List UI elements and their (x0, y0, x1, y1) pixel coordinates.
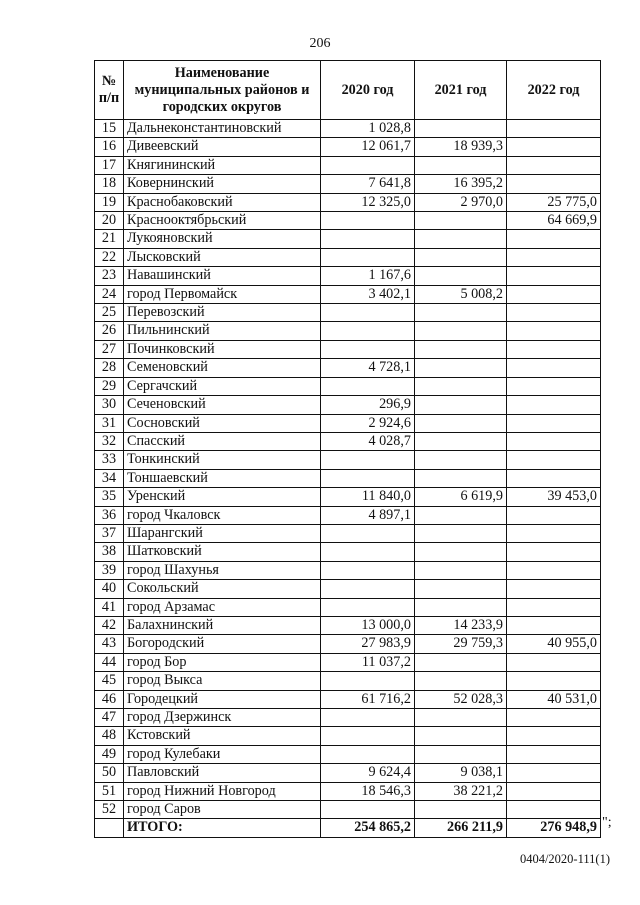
municipality-name: Починковский (124, 340, 321, 358)
municipality-name: Кстовский (124, 727, 321, 745)
value-2020: 11 037,2 (321, 653, 415, 671)
value-2022: 39 453,0 (507, 488, 601, 506)
row-number: 51 (95, 782, 124, 800)
value-2021 (415, 709, 507, 727)
municipality-name: Тонкинский (124, 451, 321, 469)
municipality-name: Спасский (124, 432, 321, 450)
table-row (95, 396, 601, 414)
value-2020: 7 641,8 (321, 175, 415, 193)
value-2020 (321, 304, 415, 322)
value-2020: 1 028,8 (321, 120, 415, 138)
value-2020 (321, 543, 415, 561)
value-2022 (507, 359, 601, 377)
table-row (95, 138, 601, 156)
value-2021 (415, 120, 507, 138)
value-2022 (507, 304, 601, 322)
value-2021 (415, 598, 507, 616)
value-2022 (507, 580, 601, 598)
value-2020: 13 000,0 (321, 616, 415, 634)
row-number: 16 (95, 138, 124, 156)
value-2021 (415, 340, 507, 358)
value-2022 (507, 432, 601, 450)
value-2022 (507, 120, 601, 138)
value-2021: 29 759,3 (415, 635, 507, 653)
value-2022 (507, 414, 601, 432)
table-row (95, 304, 601, 322)
municipality-name: город Первомайск (124, 285, 321, 303)
row-number: 46 (95, 690, 124, 708)
row-number: 47 (95, 709, 124, 727)
municipality-name: Тоншаевский (124, 469, 321, 487)
value-2021 (415, 396, 507, 414)
municipality-name: Краснобаковский (124, 193, 321, 211)
row-number: 23 (95, 267, 124, 285)
value-2020: 11 840,0 (321, 488, 415, 506)
value-2022 (507, 561, 601, 579)
row-number: 34 (95, 469, 124, 487)
value-2021: 16 395,2 (415, 175, 507, 193)
row-number: 30 (95, 396, 124, 414)
value-2022 (507, 285, 601, 303)
table-row (95, 377, 601, 395)
table-row (95, 212, 601, 230)
value-2021 (415, 506, 507, 524)
value-2022 (507, 506, 601, 524)
municipality-name: Дальнеконстантиновский (124, 120, 321, 138)
table-row (95, 451, 601, 469)
value-2021: 6 619,9 (415, 488, 507, 506)
value-2022: 64 669,9 (507, 212, 601, 230)
row-number: 42 (95, 616, 124, 634)
row-number: 36 (95, 506, 124, 524)
row-number: 17 (95, 156, 124, 174)
value-2021 (415, 432, 507, 450)
municipality-name: Сергачский (124, 377, 321, 395)
table-row (95, 340, 601, 358)
row-number: 27 (95, 340, 124, 358)
municipality-name: Городецкий (124, 690, 321, 708)
value-2021 (415, 248, 507, 266)
row-number: 20 (95, 212, 124, 230)
value-2022 (507, 175, 601, 193)
value-2021 (415, 304, 507, 322)
row-number: 44 (95, 653, 124, 671)
table-row (95, 616, 601, 634)
table-row (95, 469, 601, 487)
total-label: ИТОГО: (124, 819, 321, 837)
value-2021: 52 028,3 (415, 690, 507, 708)
table-row (95, 322, 601, 340)
value-2021: 5 008,2 (415, 285, 507, 303)
value-2020 (321, 561, 415, 579)
value-2020 (321, 248, 415, 266)
header-2022: 2022 год (507, 61, 601, 120)
row-number: 33 (95, 451, 124, 469)
table-row (95, 175, 601, 193)
row-number: 31 (95, 414, 124, 432)
table-row (95, 524, 601, 542)
value-2020 (321, 580, 415, 598)
value-2020: 9 624,4 (321, 764, 415, 782)
value-2020: 4 897,1 (321, 506, 415, 524)
row-number: 39 (95, 561, 124, 579)
budget-table (94, 60, 601, 838)
value-2021: 9 038,1 (415, 764, 507, 782)
value-2020 (321, 524, 415, 542)
value-2020: 12 325,0 (321, 193, 415, 211)
municipality-name: Навашинский (124, 267, 321, 285)
row-number: 15 (95, 120, 124, 138)
value-2021 (415, 322, 507, 340)
value-2020 (321, 322, 415, 340)
value-2020: 296,9 (321, 396, 415, 414)
value-2020 (321, 801, 415, 819)
table-row (95, 193, 601, 211)
value-2020: 18 546,3 (321, 782, 415, 800)
row-number: 49 (95, 745, 124, 763)
table-row (95, 248, 601, 266)
municipality-name: Лукояновский (124, 230, 321, 248)
row-number: 21 (95, 230, 124, 248)
value-2020 (321, 598, 415, 616)
value-2020: 12 061,7 (321, 138, 415, 156)
value-2021 (415, 469, 507, 487)
municipality-name: Княгининский (124, 156, 321, 174)
value-2020 (321, 156, 415, 174)
page-number: 206 (309, 36, 331, 51)
value-2022 (507, 396, 601, 414)
value-2022 (507, 267, 601, 285)
table-row (95, 230, 601, 248)
value-2021 (415, 267, 507, 285)
row-number: 18 (95, 175, 124, 193)
municipality-name: Ковернинский (124, 175, 321, 193)
value-2022: 40 531,0 (507, 690, 601, 708)
row-number: 48 (95, 727, 124, 745)
table-row (95, 359, 601, 377)
value-2020 (321, 727, 415, 745)
table-row (95, 801, 601, 819)
total-2022: 276 948,9 (507, 819, 601, 837)
municipality-name: Сокольский (124, 580, 321, 598)
municipality-name: город Нижний Новгород (124, 782, 321, 800)
table-row (95, 580, 601, 598)
table-row (95, 745, 601, 763)
value-2020 (321, 672, 415, 690)
value-2021 (415, 414, 507, 432)
municipality-name: Пильнинский (124, 322, 321, 340)
total-2020: 254 865,2 (321, 819, 415, 837)
value-2021 (415, 524, 507, 542)
table-row (95, 672, 601, 690)
municipality-name: Семеновский (124, 359, 321, 377)
value-2022 (507, 801, 601, 819)
value-2022 (507, 598, 601, 616)
value-2021 (415, 801, 507, 819)
value-2022 (507, 782, 601, 800)
document-code: 0404/2020-111(1) (519, 852, 610, 866)
table-row (95, 598, 601, 616)
value-2020: 1 167,6 (321, 267, 415, 285)
municipality-name: Лысковский (124, 248, 321, 266)
municipality-name: Краснооктябрьский (124, 212, 321, 230)
table-row (95, 120, 601, 138)
row-number: 32 (95, 432, 124, 450)
municipality-name: Шатковский (124, 543, 321, 561)
value-2020: 61 716,2 (321, 690, 415, 708)
table-row (95, 543, 601, 561)
table-row (95, 561, 601, 579)
municipality-name: город Кулебаки (124, 745, 321, 763)
table-row (95, 506, 601, 524)
table-row (95, 432, 601, 450)
municipality-name: город Чкаловск (124, 506, 321, 524)
row-number: 25 (95, 304, 124, 322)
value-2020: 4 028,7 (321, 432, 415, 450)
value-2022 (507, 230, 601, 248)
value-2021 (415, 543, 507, 561)
table-row (95, 635, 601, 653)
header-2021: 2021 год (415, 61, 507, 120)
value-2022 (507, 340, 601, 358)
value-2022: 40 955,0 (507, 635, 601, 653)
table-row (95, 764, 601, 782)
row-number: 43 (95, 635, 124, 653)
municipality-name: Сосновский (124, 414, 321, 432)
value-2020: 2 924,6 (321, 414, 415, 432)
row-number: 24 (95, 285, 124, 303)
municipality-name: Балахнинский (124, 616, 321, 634)
value-2020 (321, 377, 415, 395)
value-2020: 3 402,1 (321, 285, 415, 303)
value-2021 (415, 230, 507, 248)
value-2022 (507, 653, 601, 671)
total-row (95, 819, 601, 837)
header-2020: 2020 год (321, 61, 415, 120)
table-row (95, 285, 601, 303)
value-2022 (507, 138, 601, 156)
table-row (95, 709, 601, 727)
row-number: 50 (95, 764, 124, 782)
value-2021: 38 221,2 (415, 782, 507, 800)
value-2020 (321, 230, 415, 248)
value-2021 (415, 451, 507, 469)
value-2021 (415, 745, 507, 763)
value-2020 (321, 745, 415, 763)
value-2021 (415, 212, 507, 230)
row-number: 26 (95, 322, 124, 340)
value-2021 (415, 156, 507, 174)
table-row (95, 156, 601, 174)
table-row (95, 690, 601, 708)
closing-quote-mark: "; (602, 815, 612, 830)
row-number: 38 (95, 543, 124, 561)
value-2022 (507, 672, 601, 690)
municipality-name: Богородский (124, 635, 321, 653)
value-2020 (321, 451, 415, 469)
value-2020: 27 983,9 (321, 635, 415, 653)
table-row (95, 488, 601, 506)
value-2021 (415, 580, 507, 598)
total-number-cell (95, 819, 124, 837)
row-number: 19 (95, 193, 124, 211)
value-2021: 18 939,3 (415, 138, 507, 156)
value-2022: 25 775,0 (507, 193, 601, 211)
municipality-name: Дивеевский (124, 138, 321, 156)
value-2021 (415, 653, 507, 671)
value-2020 (321, 469, 415, 487)
value-2021 (415, 377, 507, 395)
value-2022 (507, 727, 601, 745)
value-2022 (507, 156, 601, 174)
value-2020 (321, 340, 415, 358)
total-2021: 266 211,9 (415, 819, 507, 837)
value-2022 (507, 248, 601, 266)
table-row (95, 414, 601, 432)
row-number: 22 (95, 248, 124, 266)
row-number: 45 (95, 672, 124, 690)
table-row (95, 653, 601, 671)
value-2022 (507, 469, 601, 487)
row-number: 29 (95, 377, 124, 395)
value-2022 (507, 764, 601, 782)
value-2021 (415, 727, 507, 745)
municipality-name: город Шахунья (124, 561, 321, 579)
value-2022 (507, 543, 601, 561)
value-2021 (415, 359, 507, 377)
value-2022 (507, 616, 601, 634)
row-number: 52 (95, 801, 124, 819)
value-2020 (321, 709, 415, 727)
header-number: № п/п (95, 61, 124, 120)
municipality-name: Уренский (124, 488, 321, 506)
row-number: 35 (95, 488, 124, 506)
value-2020: 4 728,1 (321, 359, 415, 377)
value-2022 (507, 322, 601, 340)
municipality-name: Сеченовский (124, 396, 321, 414)
row-number: 37 (95, 524, 124, 542)
municipality-name: Перевозский (124, 304, 321, 322)
header-municipality: Наименование муниципальных районов и городских округов (124, 61, 321, 120)
value-2022 (507, 745, 601, 763)
value-2021 (415, 672, 507, 690)
value-2022 (507, 377, 601, 395)
value-2022 (507, 451, 601, 469)
value-2021 (415, 561, 507, 579)
municipality-name: Павловский (124, 764, 321, 782)
value-2020 (321, 212, 415, 230)
municipality-name: город Дзержинск (124, 709, 321, 727)
value-2022 (507, 709, 601, 727)
table-row (95, 782, 601, 800)
row-number: 41 (95, 598, 124, 616)
municipality-name: город Бор (124, 653, 321, 671)
value-2021: 14 233,9 (415, 616, 507, 634)
municipality-name: Шарангский (124, 524, 321, 542)
table-row (95, 267, 601, 285)
table-header-row (95, 61, 601, 120)
row-number: 40 (95, 580, 124, 598)
value-2022 (507, 524, 601, 542)
municipality-name: город Саров (124, 801, 321, 819)
row-number: 28 (95, 359, 124, 377)
table-body (95, 120, 601, 838)
municipality-name: город Выкса (124, 672, 321, 690)
value-2021: 2 970,0 (415, 193, 507, 211)
municipality-name: город Арзамас (124, 598, 321, 616)
table-row (95, 727, 601, 745)
